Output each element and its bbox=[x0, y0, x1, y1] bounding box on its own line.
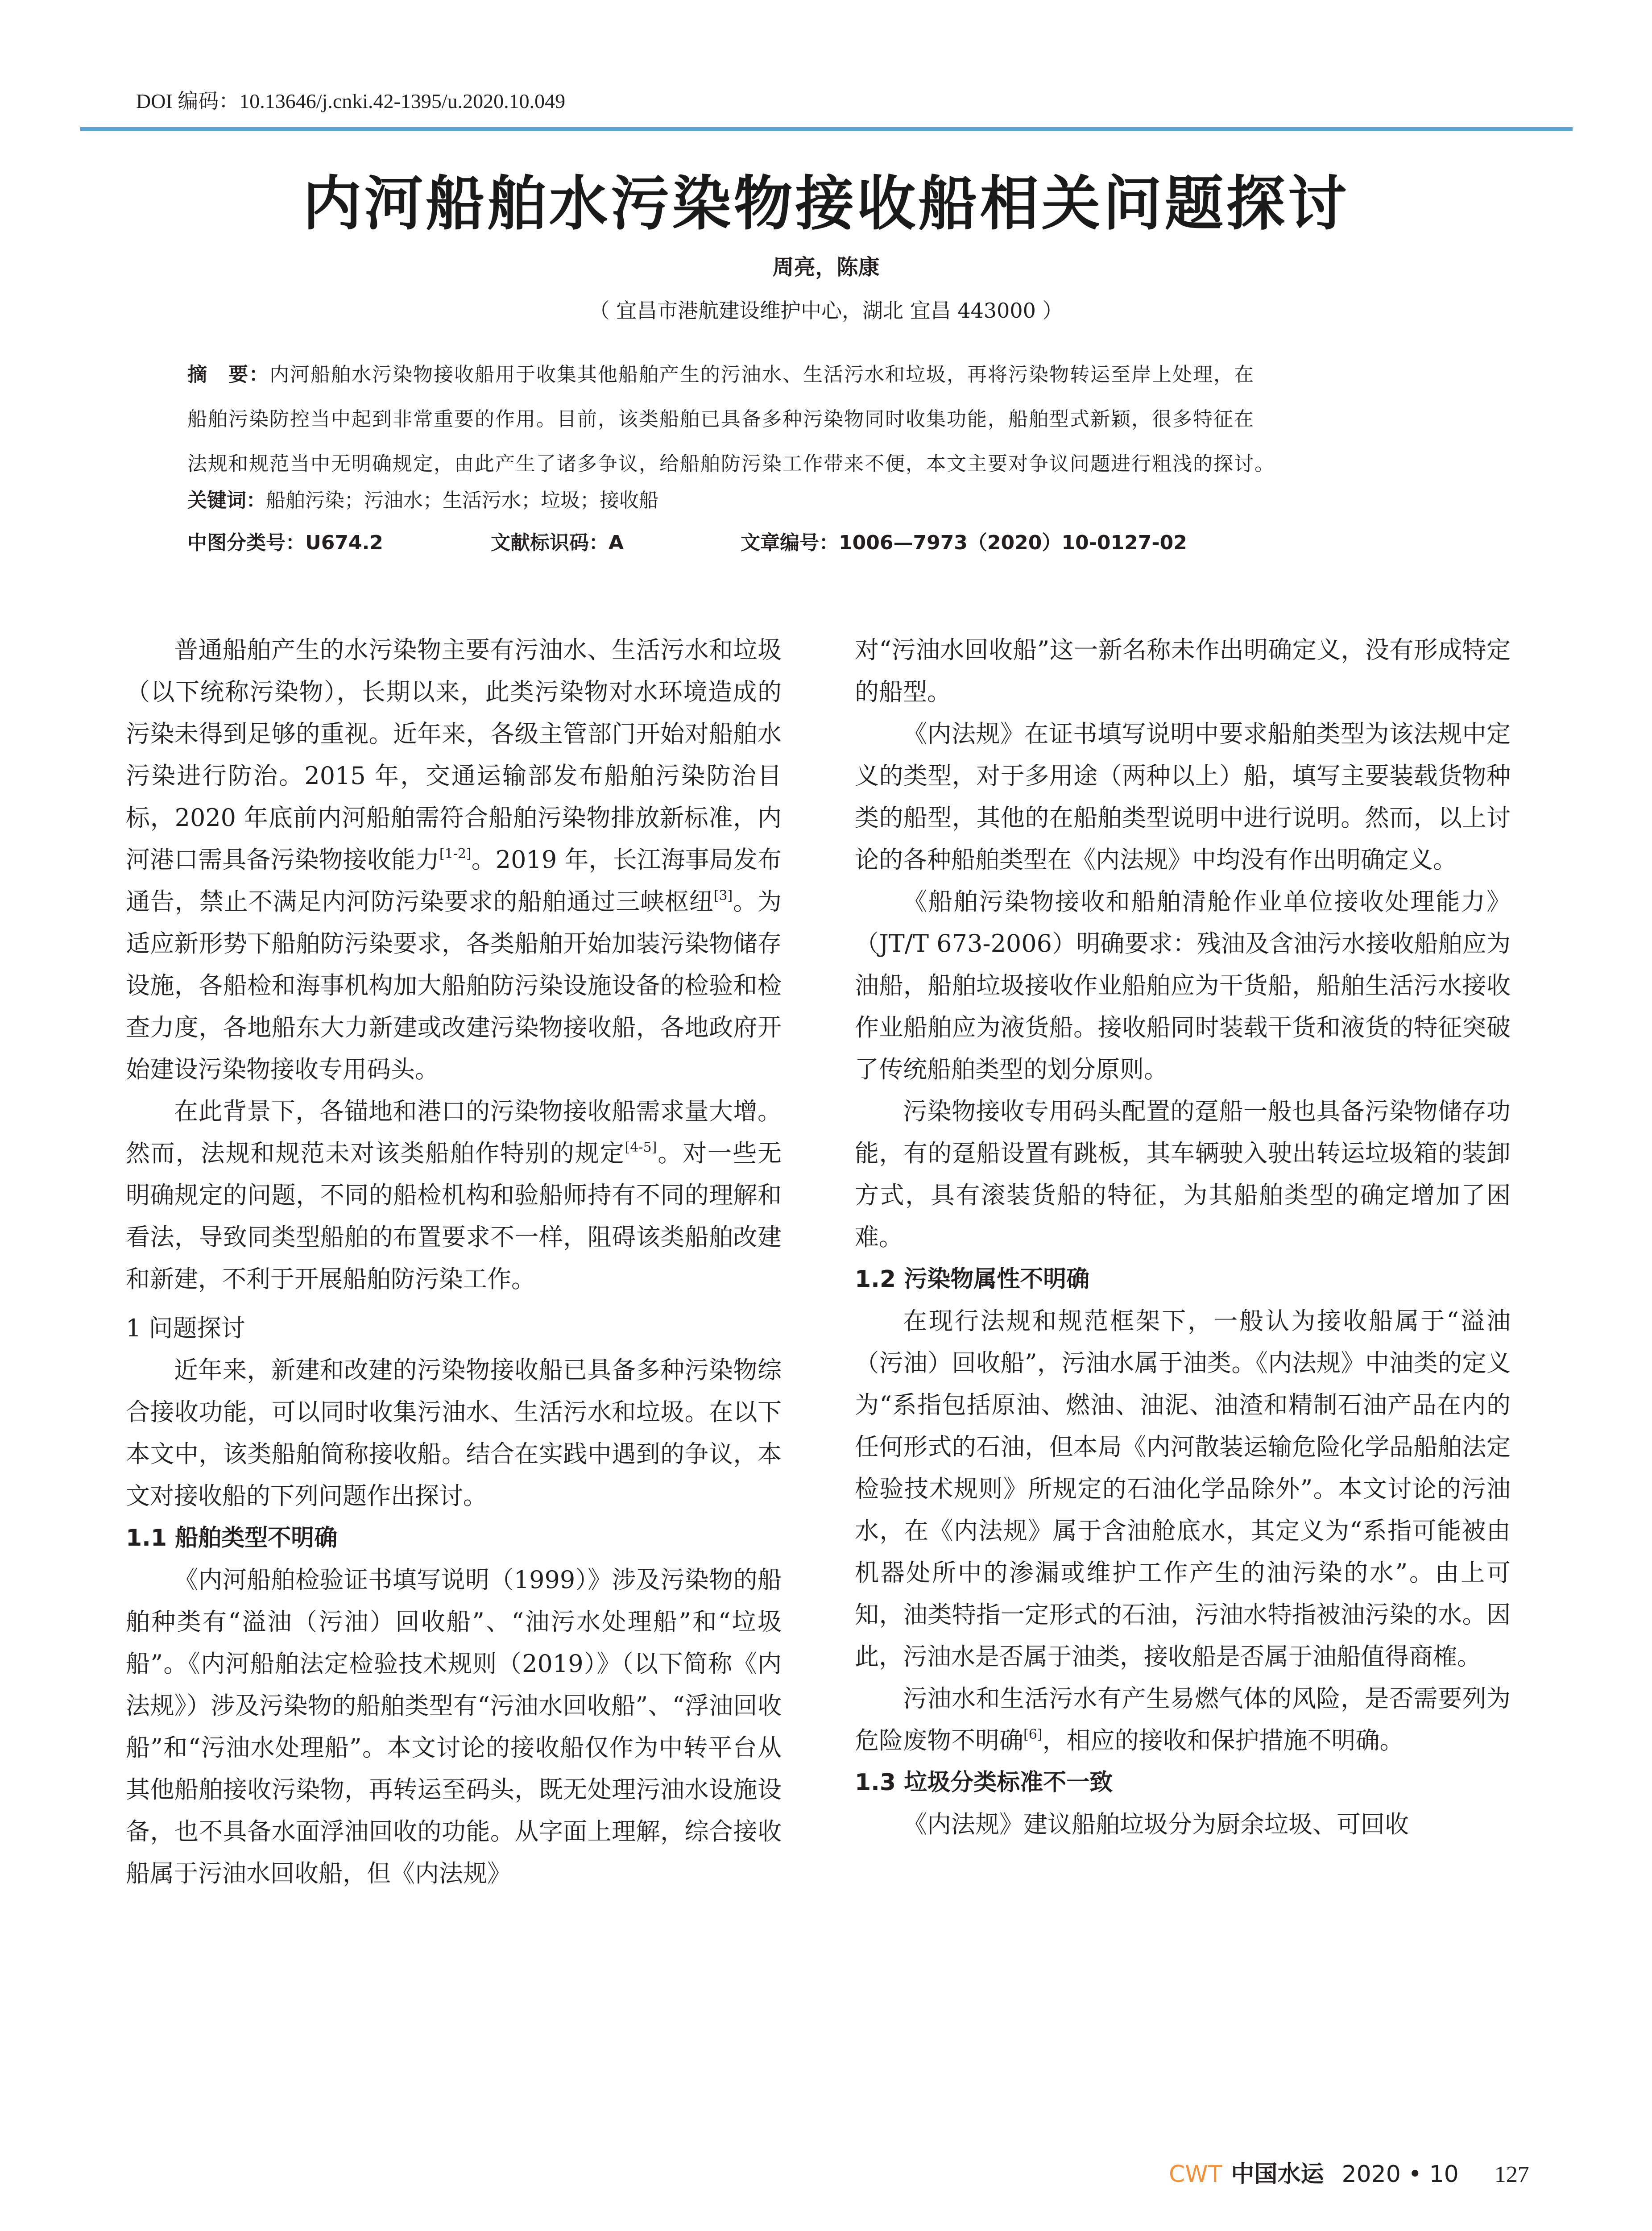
citation: [1-2] bbox=[439, 846, 472, 862]
paragraph: 在现行法规和规范框架下，一般认为接收船属于“溢油（污油）回收船”，污油水属于油类。《内法规》中油类的定义为“系指包括原油、燃油、油泥、油渣和精制石油产品在内的任何形式的石油，但本局《内河散装运输危险化学品船舶法定检验技术规则》所规定的石油化学品除外”。本文讨论的污油水，在《内法规》属于含油舱底水，其定义为“系指可能被由机器处所中的渗漏或维护工作产生的油污染的水”。由上可知，油类特指一定形式的石油，污油水特指被油污染的水。因此，污油水是否属于油类，接收船是否属于油船值得商榷。 bbox=[855, 1307, 1511, 1671]
paragraph: 对“污油水回收船”这一新名称未作出明确定义，没有形成特定的船型。 bbox=[855, 636, 1511, 706]
page-number: 127 bbox=[1494, 2162, 1529, 2187]
citation: [4-5] bbox=[625, 1140, 657, 1155]
subsection-heading: 1.3 垃圾分类标准不一致 bbox=[855, 1769, 1113, 1796]
abstract bbox=[187, 352, 1495, 486]
left-column bbox=[126, 629, 782, 1895]
right-column bbox=[855, 629, 1511, 1845]
abstract-line: 法规和规范当中无明确规定，由此产生了诸多争议，给船舶防污染工作带来不便，本文主要对争议问题进行粗浅的探讨。 bbox=[187, 452, 1275, 475]
clc-number: 中图分类号：U674.2 bbox=[187, 531, 383, 554]
abstract-line: 内河船舶水污染物接收船用于收集其他船舶产生的污油水、生活污水和垃圾，再将污染物转运至岸上处理，在 bbox=[269, 363, 1255, 386]
paragraph: 《船舶污染物接收和船舶清舱作业单位接收处理能力》（JT/T 673-2006）明确要求：残油及含油污水接收船舶应为油船，船舶垃圾接收作业船舶应为干货船，船舶生活污水接收作业船舶应为液货船。接收船同时装载干货和液货的特征突破了传统船舶类型的划分原则。 bbox=[855, 887, 1511, 1083]
document-code: 文献标识码：A bbox=[491, 531, 624, 554]
paragraph bbox=[855, 1678, 1511, 1762]
text-run: 普通船舶产生的水污染物主要有污油水、生活污水和垃圾（以下统称污染物），长期以来，此类污染物对水环境造成的污染未得到足够的重视。近年来，各级主管部门开始对船舶水污染进行防治。2015 年，交通运输部发布船舶污染防治目标，2020 年底前内河船舶需符合船舶污染物排放新标准，内河港口需具备污染物接收能力 bbox=[126, 636, 782, 874]
paper-title: 内河船舶水污染物接收船相关问题探讨 bbox=[302, 169, 1350, 238]
paragraph: 近年来，新建和改建的污染物接收船已具备多种污染物综合接收功能，可以同时收集污油水、生活污水和垃圾。在以下本文中，该类船舶简称接收船。结合在实践中遇到的争议，本文对接收船的下列问题作出探讨。 bbox=[126, 1356, 782, 1510]
authors: 周亮，陈康 bbox=[772, 255, 880, 280]
subsection-heading: 1.1 船舶类型不明确 bbox=[126, 1525, 338, 1551]
keywords-text: 船舶污染；污油水；生活污水；垃圾；接收船 bbox=[266, 489, 658, 512]
paragraph: 《内法规》在证书填写说明中要求船舶类型为该法规中定义的类型，对于多用途（两种以上）船，填写主要装载货物种类的船型，其他的在船舶类型说明中进行说明。然而，以上讨论的各种船舶类型在《内法规》中均没有作出明确定义。 bbox=[855, 720, 1511, 874]
paragraph bbox=[126, 1091, 782, 1300]
paragraph: 《内法规》建议船舶垃圾分为厨余垃圾、可回收 bbox=[903, 1810, 1409, 1838]
subsection-heading: 1.2 污染物属性不明确 bbox=[855, 1266, 1090, 1293]
text-run: 在此背景下，各锚地和港口的污染物接收船需求量大增。然而，法规和规范未对该类船舶作特别的规定 bbox=[126, 1097, 782, 1167]
citation: [3] bbox=[713, 888, 733, 904]
text-run: 污油水和生活污水有产生易燃气体的风险，是否需要列为危险废物不明确 bbox=[855, 1684, 1511, 1754]
text-run: 。为适应新形势下船舶防污染要求，各类船舶开始加装污染物储存设施，各船检和海事机构加大船舶防污染设施设备的检验和检查力度，各地船东大力新建或改建污染物接收船，各地政府开始建设污染物接收专用码头。 bbox=[126, 887, 782, 1083]
issue-number: 2020 • 10 bbox=[1341, 2161, 1459, 2188]
journal-name: 中国水运 bbox=[1231, 2161, 1324, 2188]
page-footer bbox=[1169, 2155, 1529, 2189]
journal-logo: CWT bbox=[1169, 2161, 1222, 2188]
affiliation: （ 宜昌市港航建设维护中心，湖北 宜昌 443000 ） bbox=[589, 299, 1063, 323]
header-rule bbox=[80, 127, 1573, 131]
abstract-line: 船舶污染防控当中起到非常重要的作用。目前，该类船舶已具备多种污染物同时收集功能，船舶型式新颖，很多特征在 bbox=[187, 408, 1255, 431]
citation: [6] bbox=[1023, 1727, 1043, 1742]
abstract-label: 摘 要： bbox=[187, 363, 269, 386]
paragraph: 《内河船舶检验证书填写说明（1999）》涉及污染物的船舶种类有“溢油（污油）回收船”、“油污水处理船”和“垃圾船”。《内河船舶法定检验技术规则（2019）》（以下简称《内法规》）涉及污染物的船舶类型有“污油水回收船”、“浮油回收船”和“污油水处理船”。本文讨论的接收船仅作为中转平台从其他船舶接收污染物，再转运至码头，既无处理污油水设施设备，也不具备水面浮油回收的功能。从字面上理解，综合接收船属于污油水回收船，但《内法规》 bbox=[126, 1566, 782, 1887]
paragraph: 污染物接收专用码头配置的趸船一般也具备污染物储存功能，有的趸船设置有跳板，其车辆驶入驶出转运垃圾箱的装卸方式，具有滚装货船的特征，为其船舶类型的确定增加了困难。 bbox=[855, 1097, 1511, 1251]
text-run: 。对一些无明确规定的问题，不同的船检机构和验船师持有不同的理解和看法，导致同类型船舶的布置要求不一样，阻碍该类船舶改建和新建，不利于开展船舶防污染工作。 bbox=[126, 1139, 782, 1293]
section-heading: 1 问题探讨 bbox=[126, 1314, 245, 1342]
article-number: 文章编号：1006—7973（2020）10-0127-02 bbox=[741, 531, 1187, 554]
paragraph bbox=[126, 629, 782, 1091]
doi-line: DOI 编码：10.13646/j.cnki.42-1395/u.2020.10.049 bbox=[136, 90, 566, 112]
text-run: ，相应的接收和保护措施不明确。 bbox=[1042, 1726, 1404, 1754]
keywords-label: 关键词： bbox=[187, 489, 266, 512]
text-run: 。2019 年，长江海事局发布通告，禁止不满足内河防污染要求的船舶通过三峡枢纽 bbox=[126, 846, 782, 916]
keywords bbox=[187, 484, 658, 513]
